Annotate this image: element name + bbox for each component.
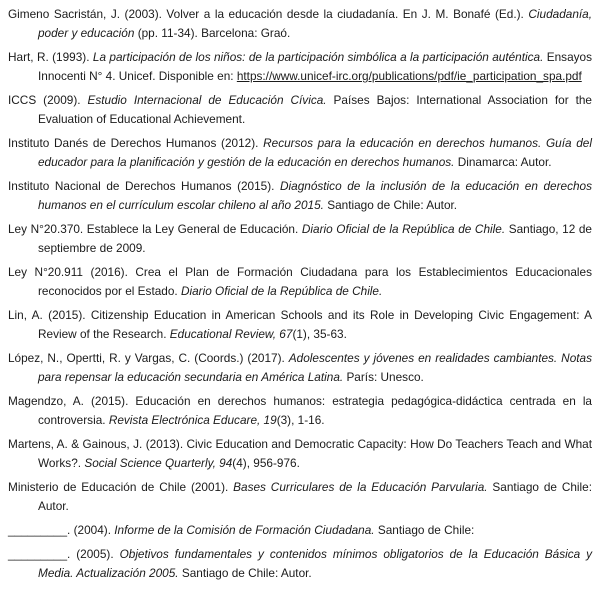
reference-text: Informe de la Comisión de Formación Ciudadana. (114, 523, 378, 537)
reference-text: Revista Electrónica Educare, 19 (108, 413, 277, 427)
reference-text: Ministerio de Educación de Chile (2001). (8, 480, 234, 494)
reference-text: (3), 1-16. (276, 413, 325, 427)
reference-text: Santiago de Chile: Autor. (181, 566, 312, 580)
reference-entry (8, 220, 592, 258)
reference-text: Países Bajos: International Association for the Evaluation of Educational Achievement. (38, 93, 592, 126)
reference-entry (8, 134, 592, 172)
reference-text: Ciudadanía, poder y educación (38, 7, 592, 40)
reference-text: Objetivos fundamentales y contenidos mínimos obligatorios de la Educación Básica y Media. Actualización 2005. (38, 547, 593, 580)
reference-text: Gimeno Sacristán, J. (2003). Volver a la educación desde la ciudadanía. En J. M. Bonafé (Ed.). (8, 7, 529, 21)
reference-text: Diagnóstico de la inclusión de la educación en derechos humanos en el currículum escolar chileno al año 2015. (38, 179, 592, 212)
reference-entry (8, 48, 592, 86)
reference-text: Ley N°20.370. Establece la Ley General de Educación. (8, 222, 302, 236)
reference-text: Lin, A. (2015). Citizenship Education in American Schools and its Role in Developing Civic Engagement: A Review of the Research. (8, 308, 592, 341)
reference-text: Dinamarca: Autor. (457, 155, 552, 169)
reference-entry (8, 91, 592, 129)
reference-text: _________. (2004). (8, 523, 115, 537)
reference-entry (8, 306, 592, 344)
reference-entry (8, 349, 592, 387)
reference-text: Santiago de Chile: Autor. (327, 198, 458, 212)
reference-text: Estudio Internacional de Educación Cívica. (87, 93, 334, 107)
reference-text: (1), 35-63. (292, 327, 347, 341)
reference-entry (8, 392, 592, 430)
reference-entry (8, 263, 592, 301)
reference-text: La participación de los niños: de la participación simbólica a la participación auténtica. (92, 50, 547, 64)
reference-text: Martens, A. & Gainous, J. (2013). Civic Education and Democratic Capacity: How Do Teachers Teach and What Works?. (8, 437, 592, 470)
reference-entry (8, 435, 592, 473)
reference-text: Recursos para la educación en derechos humanos. Guía del educador para la planificación y gestión de la educación en derechos humanos. (38, 136, 592, 169)
reference-entry (8, 177, 592, 215)
reference-text: _________. (2005). (8, 547, 120, 561)
reference-text: Instituto Danés de Derechos Humanos (2012). (8, 136, 264, 150)
reference-text: Social Science Quarterly, 94 (84, 456, 233, 470)
references-list (8, 5, 592, 583)
reference-text: Educational Review, 67 (169, 327, 293, 341)
reference-text: ICCS (2009). (8, 93, 88, 107)
reference-text: Magendzo, A. (2015). Educación en derechos humanos: estrategia pedagógica-didáctica centrada en la controversia. (8, 394, 592, 427)
reference-entry (8, 521, 592, 540)
reference-text: Adolescentes y jóvenes en realidades cambiantes. Notas para repensar la educación secundaria en América Latina. (38, 351, 592, 384)
reference-text: Instituto Nacional de Derechos Humanos (2015). (8, 179, 280, 193)
reference-text: (pp. 11-34). Barcelona: Graó. (137, 26, 291, 40)
reference-text: Santiago de Chile: Autor. (38, 480, 592, 513)
reference-text: Diario Oficial de la República de Chile. (180, 284, 383, 298)
reference-entry (8, 478, 592, 516)
reference-text: Ley N°20.911 (2016). Crea el Plan de Formación Ciudadana para los Establecimientos Educacionales reconocidos por el Estado. (8, 265, 592, 298)
reference-entry (8, 5, 592, 43)
reference-entry (8, 545, 592, 583)
reference-text: Santiago, 12 de septiembre de 2009. (38, 222, 592, 255)
reference-text: López, N., Opertti, R. y Vargas, C. (Coords.) (2017). (8, 351, 289, 365)
reference-text: Bases Curriculares de la Educación Parvularia. (233, 480, 493, 494)
reference-link[interactable]: https://www.unicef-irc.org/publications/pdf/ie_participation_spa.pdf (236, 69, 582, 83)
reference-text: Santiago de Chile: (377, 523, 475, 537)
reference-text: París: Unesco. (346, 370, 424, 384)
reference-text: Hart, R. (1993). (8, 50, 93, 64)
reference-text: Diario Oficial de la República de Chile. (301, 222, 509, 236)
reference-text: (4), 956-976. (232, 456, 300, 470)
reference-text: Ensayos Innocenti N° 4. Unicef. Disponible en: (38, 50, 592, 83)
